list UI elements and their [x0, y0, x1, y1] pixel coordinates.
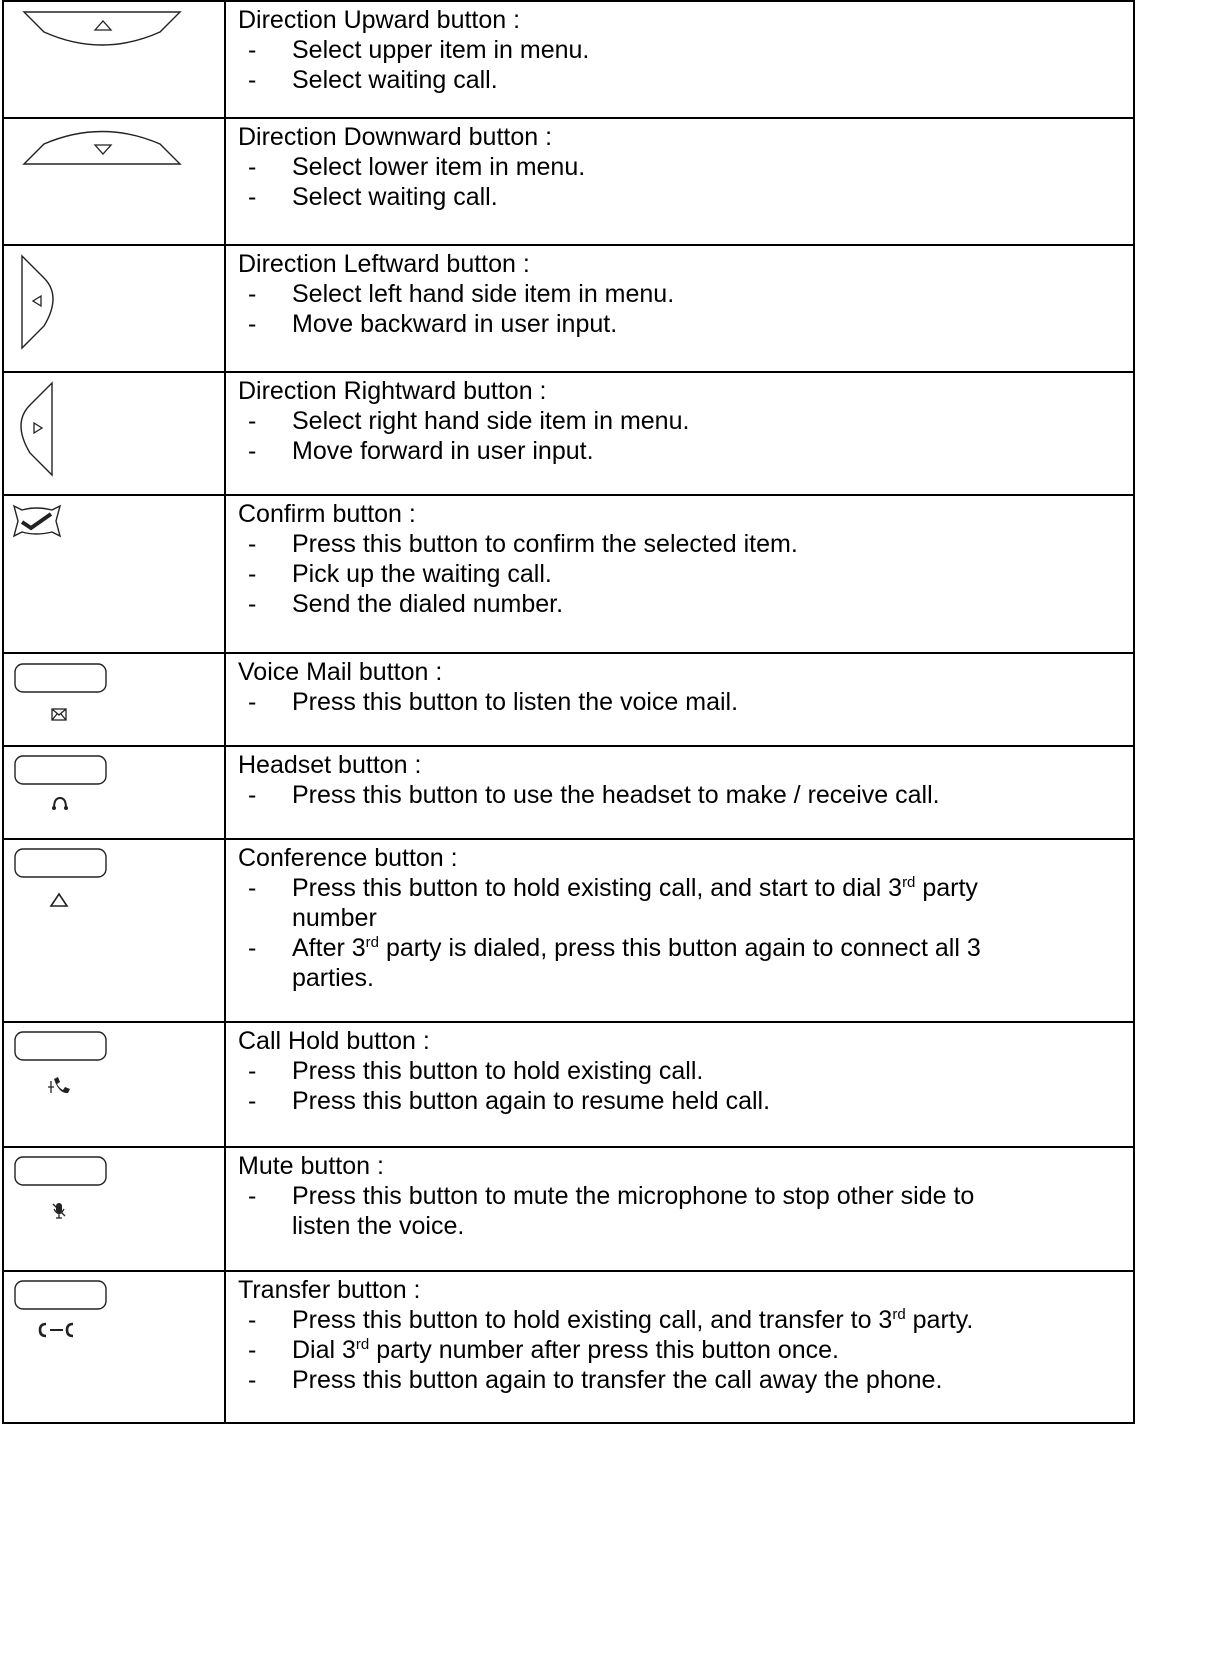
right-arrow-key-icon	[4, 373, 224, 496]
bullet-list	[238, 35, 1127, 95]
button-title: Headset button :	[238, 751, 422, 779]
description-cell	[225, 495, 1134, 653]
description-cell	[225, 839, 1134, 1022]
bullet-list	[238, 152, 1127, 212]
description-cell	[225, 245, 1134, 372]
icon-cell	[3, 1271, 225, 1423]
button-title: Call Hold button :	[238, 1027, 430, 1055]
list-item: - Dial 3rd party number after press this button once.	[248, 1336, 839, 1364]
list-item: - Press this button again to transfer the call away the phone.	[248, 1366, 943, 1394]
list-item: - Press this button to hold existing call, and start to dial 3rd party number	[248, 874, 978, 932]
description-cell	[225, 372, 1134, 495]
icon-cell	[3, 1, 225, 118]
button-title: Direction Downward button :	[238, 123, 553, 151]
button-title: Direction Leftward button :	[238, 250, 530, 278]
bullet-list	[238, 406, 1127, 466]
list-item: - Pick up the waiting call.	[248, 560, 552, 588]
icon-cell	[3, 839, 225, 1022]
table-row	[3, 372, 1134, 495]
list-item: - Select waiting call.	[248, 66, 498, 94]
bullet-list	[238, 873, 1127, 993]
description-cell	[225, 1271, 1134, 1423]
description-cell	[225, 1147, 1134, 1271]
icon-cell	[3, 653, 225, 746]
table-row	[3, 746, 1134, 839]
list-item: - Select waiting call.	[248, 183, 498, 211]
button-title: Direction Upward button :	[238, 6, 521, 34]
list-item: - Send the dialed number.	[248, 590, 564, 618]
icon-cell	[3, 495, 225, 653]
envelope-icon	[4, 654, 224, 747]
list-item: - Select lower item in menu.	[248, 153, 586, 181]
handset-hold-icon	[4, 1023, 224, 1148]
list-item: - Move forward in user input.	[248, 437, 594, 465]
bullet-list	[238, 1305, 1127, 1395]
list-item: - Press this button to confirm the selected item.	[248, 530, 798, 558]
table-row	[3, 839, 1134, 1022]
bullet-list	[238, 529, 1127, 619]
bullet-list	[238, 1181, 1127, 1241]
description-cell	[225, 653, 1134, 746]
microphone-mute-icon	[4, 1148, 224, 1272]
button-title: Confirm button :	[238, 500, 416, 528]
list-item: - Select upper item in menu.	[248, 36, 590, 64]
description-cell	[225, 1022, 1134, 1147]
icon-cell	[3, 372, 225, 495]
list-item: - Press this button to mute the microphone to stop other side to listen the voice.	[248, 1182, 975, 1240]
table-row	[3, 1147, 1134, 1271]
description-cell	[225, 1, 1134, 118]
list-item: - Press this button to hold existing call, and transfer to 3rd party.	[248, 1306, 974, 1334]
list-item: - Select left hand side item in menu.	[248, 280, 675, 308]
checkmark-key-icon	[4, 496, 224, 654]
bullet-list	[238, 687, 1127, 717]
icon-cell	[3, 746, 225, 839]
down-arrow-key-icon	[4, 119, 224, 246]
table-row	[3, 495, 1134, 653]
left-arrow-key-icon	[4, 246, 224, 373]
headset-icon	[4, 747, 224, 840]
button-title: Voice Mail button :	[238, 658, 443, 686]
bullet-list	[238, 1056, 1127, 1116]
button-title: Direction Rightward button :	[238, 377, 547, 405]
icon-cell	[3, 245, 225, 372]
list-item: - After 3rd party is dialed, press this button again to connect all 3 parties.	[248, 934, 981, 992]
list-item: - Press this button to listen the voice mail.	[248, 688, 739, 716]
table-row	[3, 245, 1134, 372]
list-item: - Move backward in user input.	[248, 310, 618, 338]
button-description-table	[2, 0, 1135, 1424]
button-title: Transfer button :	[238, 1276, 421, 1304]
list-item: - Select right hand side item in menu.	[248, 407, 690, 435]
table-row	[3, 653, 1134, 746]
up-arrow-key-icon	[4, 2, 224, 119]
icon-cell	[3, 1147, 225, 1271]
button-title: Conference button :	[238, 844, 458, 872]
description-cell	[225, 746, 1134, 839]
bullet-list	[238, 780, 1127, 810]
table-row	[3, 118, 1134, 245]
table-row	[3, 1, 1134, 118]
icon-cell	[3, 118, 225, 245]
table-row	[3, 1271, 1134, 1423]
list-item: - Press this button to hold existing call.	[248, 1057, 704, 1085]
bullet-list	[238, 279, 1127, 339]
list-item: - Press this button again to resume held call.	[248, 1087, 771, 1115]
icon-cell	[3, 1022, 225, 1147]
transfer-icon	[4, 1272, 224, 1424]
table-row	[3, 1022, 1134, 1147]
conference-triangle-icon	[4, 840, 224, 1023]
list-item: - Press this button to use the headset to make / receive call.	[248, 781, 940, 809]
button-title: Mute button :	[238, 1152, 384, 1180]
description-cell	[225, 118, 1134, 245]
